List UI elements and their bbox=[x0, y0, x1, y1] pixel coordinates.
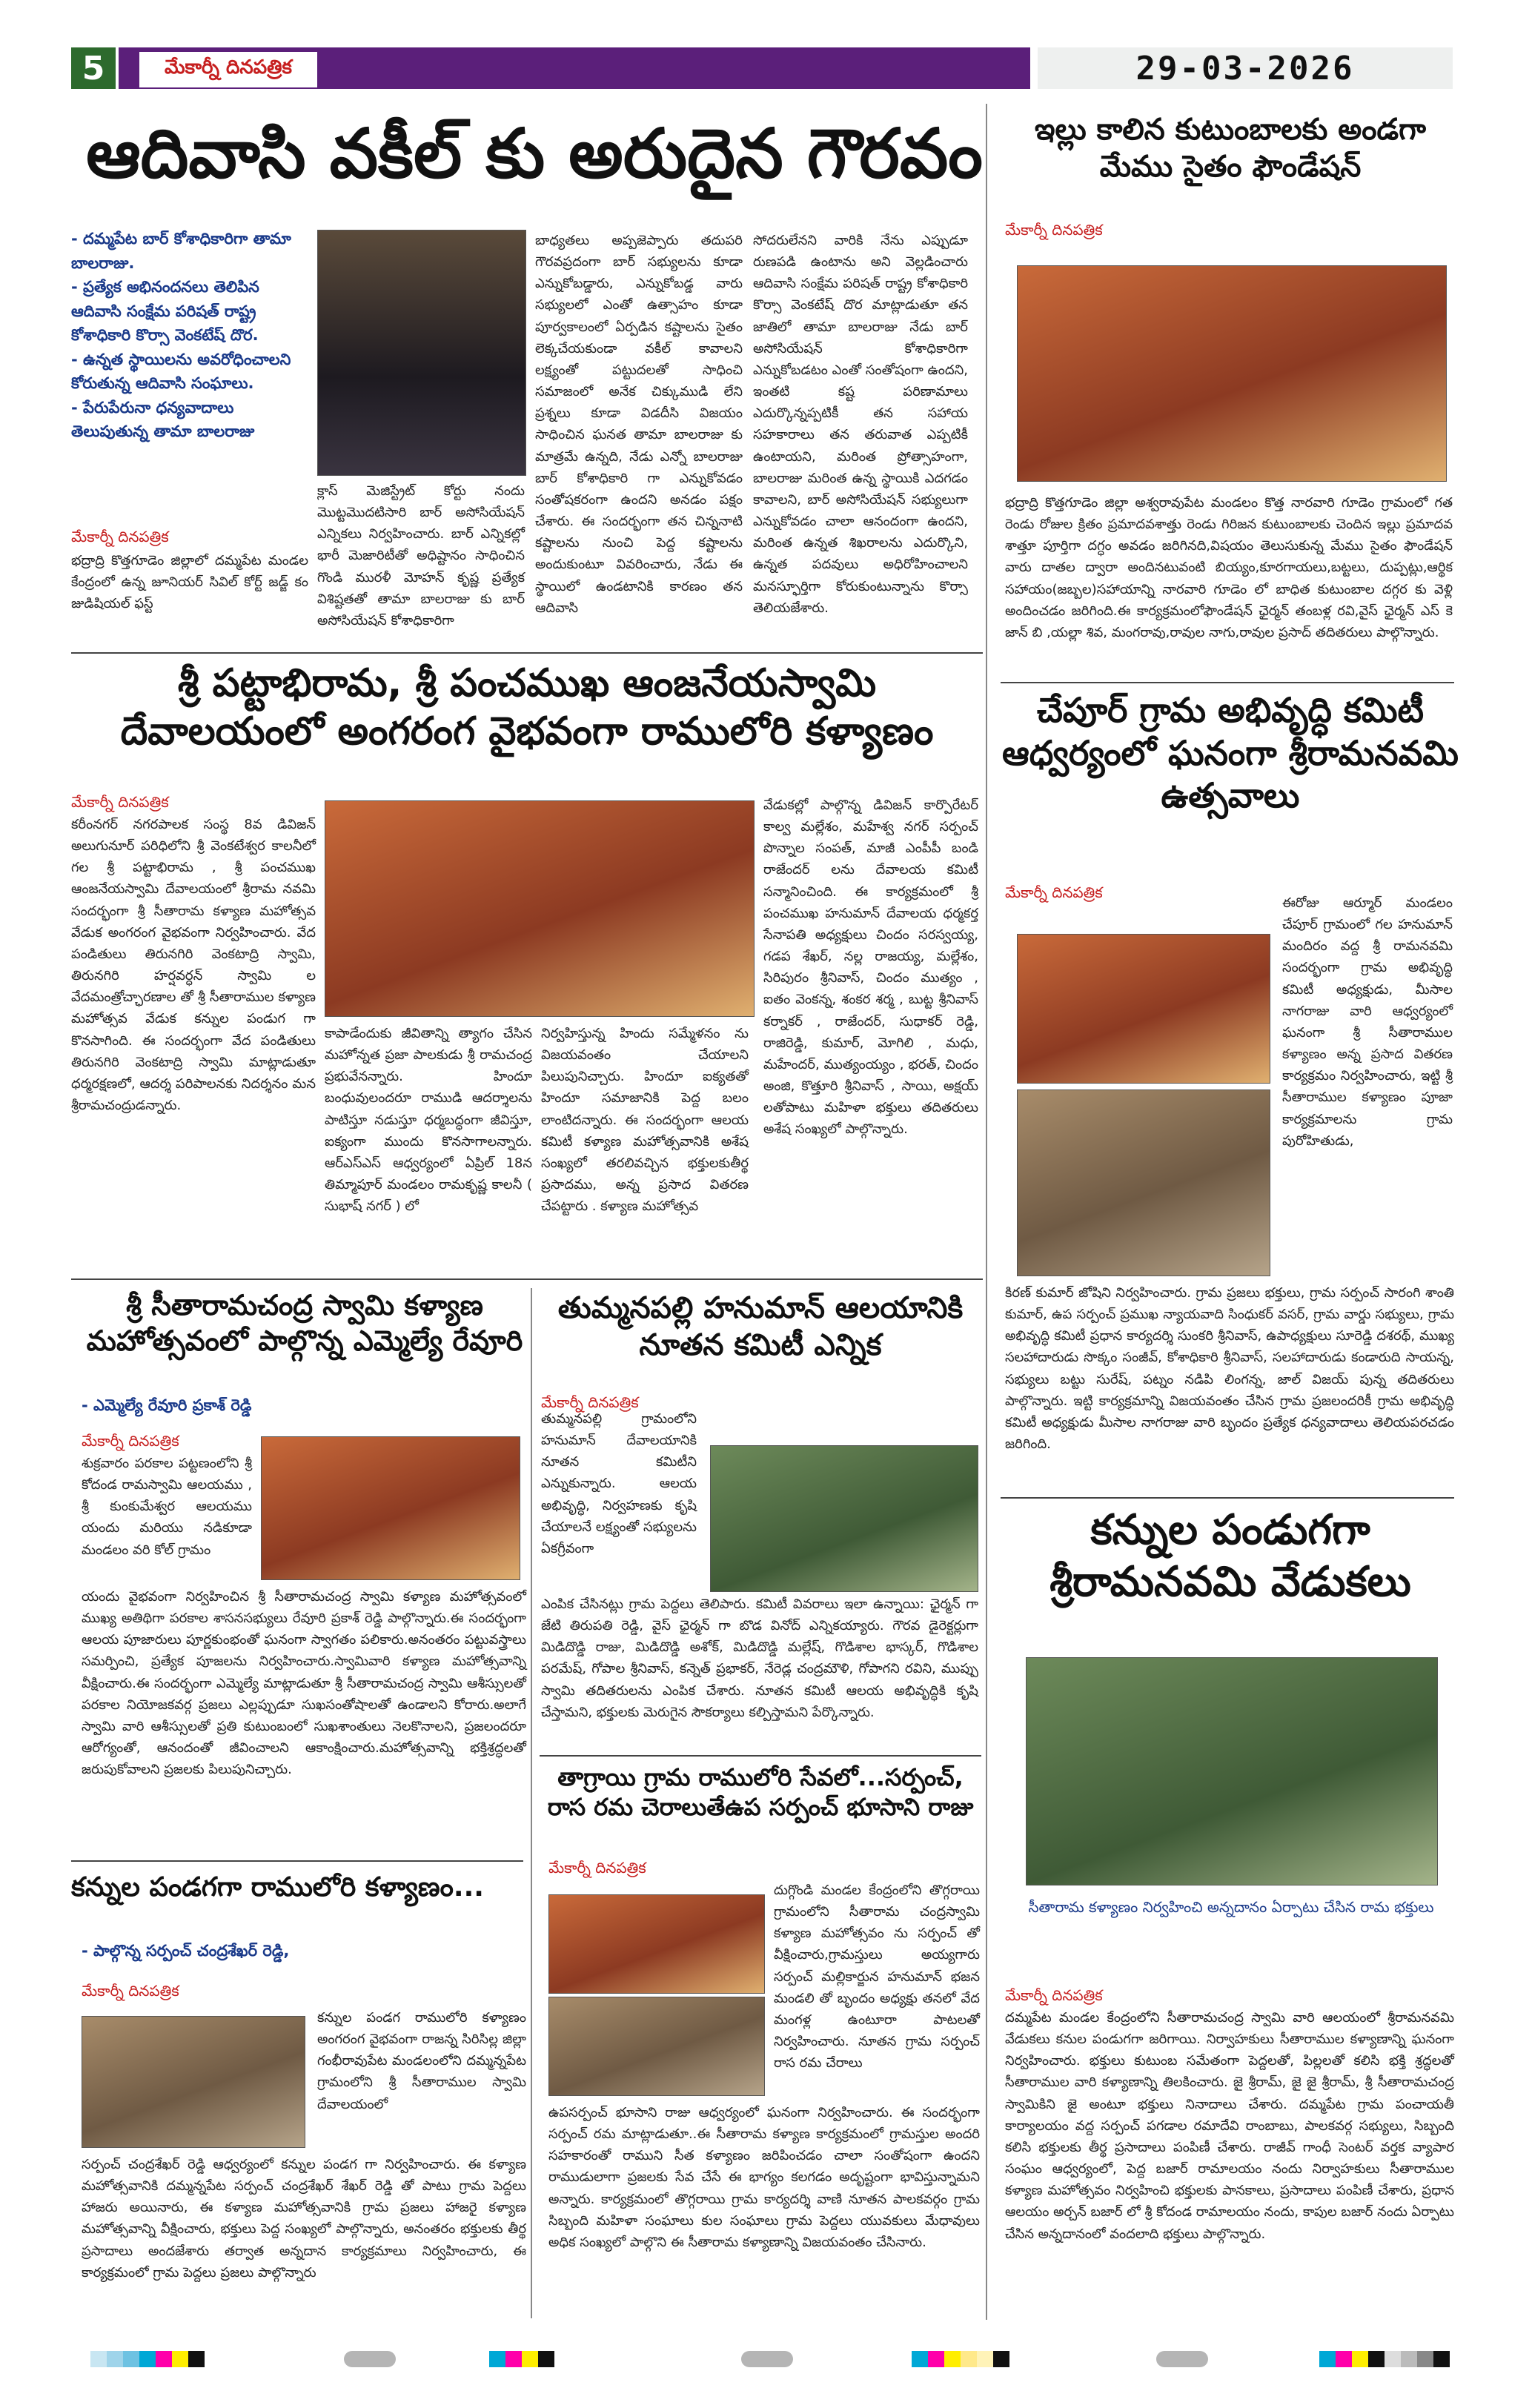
story1-headline: ఆదివాసి వకీల్ కు అరుదైన గౌరవం bbox=[86, 114, 983, 193]
story7-byline: మేకార్నీ దినపత్రిక bbox=[1005, 1986, 1103, 2004]
color-registration-strip bbox=[489, 2351, 571, 2367]
story2-headline: ఇల్లు కాలిన కుటుంబాలకు అండగా మేము సైతం ఫౌండేషన్ bbox=[1034, 113, 1427, 184]
story3-col2: కాపాడేందుకు జీవితాన్ని త్యాగం చేసిన మహోన్నత ప్రజా పాలకుడు శ్రీ రామచంద్ర ప్రభువేనన్నారు. హిందూ బంధువులందరూ రాముడి ఆదర్శాలను పాటిస్తూ నడుస్తూ ధర్మబద్ధంగా జీవిస్తూ, ఐక్యంగా ముందు కొనసాగాలన్నారు. ఆర్ఎస్ఎస్ ఆధ్వర్యంలో ఏప్రిల్ 18న తిమ్మాపూర్ మండలం రామకృష్ణ కాలనీ ( సుభాష్ నగర్ ) లో bbox=[325, 1026, 532, 1215]
registration-swatch bbox=[90, 2351, 107, 2367]
registration-swatch bbox=[522, 2351, 538, 2367]
story8-byline: మేకార్నీ దినపత్రిక bbox=[82, 1982, 179, 2000]
thogarrai-photo-2 bbox=[548, 1997, 765, 2096]
color-registration-strip bbox=[912, 2351, 1009, 2367]
edition-date: 29-03-2026 bbox=[1038, 47, 1453, 89]
registration-swatch bbox=[912, 2351, 928, 2367]
color-registration-strip bbox=[74, 2351, 205, 2367]
section-divider bbox=[1001, 682, 1454, 683]
registration-swatch bbox=[928, 2351, 944, 2367]
kalyanam-ceremony-photo bbox=[325, 800, 755, 1017]
story5-byline: మేకార్నీ దినపత్రిక bbox=[82, 1432, 179, 1450]
story5-side: శుక్రవారం పరకాల పట్టణంలోని శ్రీ కోదండ రామస్వామి ఆలయము , శ్రీ కుంకుమేశ్వర ఆలయము యందు మరియు నడికూడా మండలం వరి కోల్ గ్రామం bbox=[82, 1456, 252, 1558]
registration-swatch bbox=[156, 2351, 172, 2367]
story4-body: కిరణ్ కుమార్ జోషిని నిర్వహించారు. గ్రామ ప్రజలు భక్తులు, గ్రామ సర్పంచ్ సారంగి శాంతి కుమార్, ఉప సర్పంచ్ ప్రముఖ న్యాయవాది సింధుకర్ వసర్, గ్రామ వార్డు సభ్యులు, గ్రామ అభివృద్ధి కమిటీ ప్రధాన కార్యదర్శి సుంకరి శ్రీనివాస్, ఉపాధ్యక్షులు సూరెడ్డి దశరథ్, ముఖ్య సలహాదారుడు సొక్కం సంజీవ్, కోశాధికారి శ్రీనివాస్, సలహాదారుడు కండారుది సాయన్న, సభ్యులు బట్టు సురేష్, పట్నం నడిపి లింగన్న, జాల్ విజయ్ పున్న తదితరులు పాల్గొన్నారు. ఇట్టి కార్యక్రమాన్ని విజయవంతం చేసిన గ్రామ ప్రజలందరికీ గ్రామ అభివృద్ధి కమిటీ అధ్యక్షుడు మీసాల నాగరాజు వారి బృందం ప్రత్యేక ధన్యవాదాలు తెలియపరచడం జరిగింది. bbox=[1005, 1285, 1454, 1453]
registration-swatch bbox=[139, 2351, 156, 2367]
committee-group-photo bbox=[710, 1445, 978, 1592]
registration-swatch bbox=[74, 2351, 90, 2367]
story1-photo-caption: క్లాస్ మెజిస్ట్రేట్ కోర్టు నందు మొట్టమొదటిసారి బార్ అసోసియేషన్ ఎన్నికలు నిర్వహించారు. బార్ ఎన్నికల్లో భారీ మెజారిటీతో అధిష్టానం సాధించిన గొండి మురళీ మోహన్ కృష్ణ ప్రత్యేక విశిష్టతతో తామా బాలరాజు కు బార్ అసోసియేషన్ కోశాధికారిగా bbox=[317, 483, 525, 628]
story9-byline: మేకార్నీ దినపత్రిక bbox=[548, 1859, 646, 1877]
registration-swatch bbox=[977, 2351, 993, 2367]
story6-side: తుమ్మనపల్లి గ్రామంలోని హనుమాన్ దేవాలయానికి నూతన కమిటీని ఎన్నుకున్నారు. ఆలయ అభివృద్ధి, నిర్వహణకు కృషి చేయాలనే లక్ష్యంతో సభ్యులను ఏకగ్రీవంగా bbox=[541, 1411, 697, 1556]
color-registration-strip bbox=[1319, 2351, 1450, 2367]
story1-col2: బాధ్యతలు అప్పజెప్పారు తదుపరి గౌరవప్రదంగా బార్ సభ్యులను కూడా ఎన్నుకోబడ్డారు, ఎన్నుకోబడ్డ వారు సభ్యులలో ఎంతో ఉత్సాహం కూడా పూర్వకాలంలో ఏర్పడిన కష్టాలను సైతం లెక్కచేయకుండా వకీల్ కావాలని లక్ష్యంతో పట్టుదలతో సాధించి సమాజంలో అనేక చిక్కుముడి లేని ప్రశ్నలు కూడా విడదీసి విజయం సాధించిన ఘనత తామా బాలరాజు కు మాత్రమే ఉన్నది, నేడు ఎన్నో బాలరాజు బార్ కోశాధికారి గా ఎన్నుకోవడం సంతోషకరంగా ఉందని అనడం పక్షం చేశారు. ఈ సందర్భంగా తన చిన్ననాటి కష్టాలను నుంచి పెద్ద కష్టాలను అందుకుంటూ వివరించారు, నేడు ఈ స్థాయిలో ఉండటానికి కారణం తన ఆదివాసి bbox=[535, 233, 743, 616]
story8-body: సర్పంచ్ చంద్రశేఖర్ రెడ్డి ఆధ్వర్యంలో కన్నుల పండగ గా నిర్వహించారు. ఈ కళ్యాణ మహోత్సవానికి దమ్మన్నపేట సర్పంచ్ చంద్రశేఖర్ శేఖర్ రెడ్డి తో పాటు గ్రామ పెద్దలు హాజరు అయినారు, ఈ కళ్యాణ మహోత్సవానికి గ్రామ ప్రజలు హాజరై కళ్యాణ మహోత్సవాన్ని వీక్షించారు, భక్తులు పెద్ద సంఖ్యలో పాల్గొన్నారు, అనంతరం భక్తులకు తీర్థ ప్రసాదాలు అందజేశారు తర్వాత అన్నదాన కార్యక్రమాలు నిర్వహించారు, ఈ కార్యక్రమంలో గ్రామ పెద్దలు ప్రజలు పాల్గొన్నారు bbox=[82, 2157, 526, 2281]
chepur-festival-photo-2 bbox=[1017, 1089, 1270, 1276]
registration-swatch bbox=[1401, 2351, 1417, 2367]
story4-headline: చేపూర్ గ్రామ అభివృద్ధి కమిటీ ఆధ్వర్యంలో ఘనంగా శ్రీరామనవమి ఉత్సవాలు bbox=[1002, 690, 1459, 815]
registration-swatch bbox=[961, 2351, 977, 2367]
registration-swatch bbox=[1385, 2351, 1401, 2367]
story6-body: ఎంపిక చేసినట్లు గ్రామ పెద్దలు తెలిపారు. కమిటీ వివరాలు ఇలా ఉన్నాయి: ఛైర్మన్ గా జేటి తిరుపతి రెడ్డి, వైస్ ఛైర్మన్ గా బొడ వినోద్ ఎన్నికయ్యారు. గౌరవ డైరెక్టర్లుగా మిడిదొడ్డి రాజు, మిడిదొడ్డి అశోక్, మిడిదొడ్డి మల్లేష్, గొడిశాల భాస్కర్, గొడిశాల పరమేష్, గోపాల శ్రీనివాస్, కన్నెత్ ప్రభాకర్, నేరెడ్ల చంద్రమౌళి, గోపాగని రవిని, ముప్పు స్వామి తదితరులను ఎంపిక చేశారు. నూతన కమిటీ ఆలయ అభివృద్ధికి కృషి చేస్తామని, భక్తులకు మెరుగైన సౌకర్యాలు కల్పిస్తామని పేర్కొన్నారు. bbox=[541, 1596, 978, 1720]
registration-swatch bbox=[1433, 2351, 1450, 2367]
story1-subpoint: - ఉన్నత స్థాయిలను అవరోధించాలని కోరుతున్న ఆదివాసి సంఘాలు. bbox=[71, 350, 291, 393]
registration-swatch bbox=[107, 2351, 123, 2367]
section-divider bbox=[71, 652, 983, 654]
story3-col4: వేడుకల్లో పాల్గొన్న డివిజన్ కార్పొరేటర్ కాల్వ మల్లేశం, మహేశ్వ నగర్ సర్పంచ్ పొన్నాల సంపత్, మాజీ ఎంపీపీ బండి రాజేందర్ లను దేవాలయ కమిటీ సన్మానించింది. ఈ కార్యక్రమంలో శ్రీ పంచముఖ హనుమాన్ దేవాలయ ధర్మకర్త సేనాపతి అధ్యక్షులు చిందం సరస్వయ్య, గడప శేఖర్, నల్ల రాజయ్య, మల్లేశం, సిరిపురం శ్రీనివాస్, చిందం ముత్యం , ఐతం వెంకన్న, శంకర శర్మ , బుట్ట శ్రీనివాస్ కర్నాకర్ , రాజేందర్, సుధాకర్ రెడ్డి, రాజిరెడ్డి, కుమార్, మోగిలి , మధు, మహేందర్, ముత్యంయ్యం , భరత్, చిందం అంజి, కొత్తూరి శ్రీనివాస్ , సాయి, అక్షయ్ లతోపాటు మహిళా భక్తులు తదితరులు అశేష సంఖ్యలో పాల్గొన్నారు. bbox=[763, 797, 978, 1138]
registration-swatch bbox=[993, 2351, 1009, 2367]
story7-headline: కన్నుల పండుగగా శ్రీరామనవమి వేడుకలు bbox=[1049, 1506, 1411, 1606]
story8-side: కన్నుల పండగ రాములోరి కళ్యాణం అంగరంగ వైభవంగా రాజన్న సిరిసిల్ల జిల్లా గంభీరావుపేట మండలంలోని దమ్మన్నపేట గ్రామంలోని శ్రీ సీతారాముల స్వామి దేవాలయంలో bbox=[317, 2010, 526, 2112]
registration-swatch bbox=[188, 2351, 205, 2367]
column-divider bbox=[531, 1288, 532, 2318]
story5-body: యందు వైభవంగా నిర్వహించిన శ్రీ సీతారామచంద్ర స్వామి కళ్యాణ మహోత్సవంలో ముఖ్య అతిథిగా పరకాల శాసనసభ్యులు రేవూరి ప్రకాశ్ రెడ్డి పాల్గొన్నారు.ఈ సందర్భంగా ఆలయ పూజారులు పూర్ణకుంభంతో ఘనంగా స్వాగతం పలికారు.అనంతరం పట్టువస్త్రాలు సమర్పించి, ప్రత్యేక పూజలను నిర్వహించారు.స్వామివారి కళ్యాణ మహోత్సవాన్ని వీక్షించారు.ఈ సందర్భంగా ఎమ్మెల్యే మాట్లాడుతూ శ్రీ సీతారామచంద్ర స్వామి ఆశీస్సులతో పరకాల నియోజకవర్గ ప్రజలు ఎల్లప్పుడూ సుఖసంతోషాలతో ఉండాలని కోరారు.అలాగే స్వామి వారి ఆశీస్సులతో ప్రతి కుటుంబంలో సుఖశాంతులు నెలకొనాలని, ప్రజలందరూ ఆరోగ్యంతో, ఆనందంతో జీవించాలని ఆకాంక్షించారు.మహోత్సవాన్ని భక్తిశ్రద్ధలతో జరుపుకోవాలని ప్రజలకు పిలుపునిచ్చారు. bbox=[82, 1589, 526, 1778]
story2-byline: మేకార్నీ దినపత్రిక bbox=[1005, 221, 1103, 239]
mla-kalyanam-photo bbox=[261, 1436, 520, 1580]
paper-logo: మేకార్నీ దినపత్రిక bbox=[138, 50, 319, 89]
registration-pill bbox=[741, 2351, 793, 2367]
story6-headline: తుమ్మనపల్లి హనుమాన్ ఆలయానికి నూతన కమిటీ ఎన్నిక bbox=[557, 1291, 964, 1362]
story7-photo-caption: సీతారామ కళ్యాణం నిర్వహించి అన్నదానం ఏర్పాటు చేసిన రామ భక్తులు bbox=[1028, 1898, 1434, 1916]
story4-byline: మేకార్నీ దినపత్రిక bbox=[1005, 883, 1103, 901]
story1-subpoint: - దమ్మపేట బార్ కోశాధికారిగా తామా బాలరాజు. bbox=[71, 230, 291, 272]
story9-side: దుగ్గొండి మండల కేంద్రంలోని తొగ్గరాయి గ్రామంలోని సీతారామ చంద్రస్వామి కళ్యాణ మహోత్సవం ను సర్పంచ్ తో వీక్షించారు,గ్రామస్తులు అయ్యగారు సర్పంచ్ మల్లికార్జున హనుమాన్ భజన మండలి తో బృందం అధ్యక్షు తనలో వేద మంగళ్ల ఉంటూరా పాటలతో నిర్వహించారు. నూతన గ్రామ సర్పంచ్ రాస రమ చేరాలు bbox=[774, 1883, 980, 2072]
chepur-festival-photo-1 bbox=[1017, 934, 1270, 1084]
story6-byline: మేకార్నీ దినపత్రిక bbox=[541, 1393, 639, 1411]
story2-body: భద్రాద్రి కొత్తగూడెం జిల్లా అశ్వరావుపేట మండలం కొత్త నారవారి గూడెం గ్రామంలో గత రెండు రోజుల క్రితం ప్రమాదవశాత్తు రెండు గిరిజన కుటుంబాలకు చెందిన ఇల్లు ప్రమాదవ శాత్తూ పూర్తిగా దగ్ధం అవడం జరిగినది,విషయం తెలుసుకున్న మేము సైతం ఫౌండేషన్ వారు దాతల ద్వారా అందినటువంటి బియ్యం,కూరగాయలు,బట్టలు, దుప్పట్లు,ఆర్థిక సహాయం(జబ్బల)సహాయాన్ని నారవారి గూడెం లో బాధిత కుటుంబాల దగ్గర కు వెళ్లి అందించడం జరిగింది.ఈ కార్యక్రమంలోఫౌండేషన్ ఛైర్మన్ తంబళ్ల రవి,వైస్ ఛైర్మన్ ఎస్ కె జాన్ బి ,యల్లా శివ, మంగరావు,రావుల నాగు,రావుల ప్రసాద్ తదితరులు పాల్గొన్నారు. bbox=[1005, 495, 1453, 640]
annadanam-photo bbox=[1026, 1657, 1438, 1885]
registration-swatch bbox=[1417, 2351, 1433, 2367]
story3-headline: శ్రీ పట్టాభిరామ, శ్రీ పంచముఖ ఆంజనేయస్వామి దేవాలయంలో అంగరంగ వైభవంగా రాములోరి కళ్యాణం bbox=[120, 661, 934, 754]
page-number: 5 bbox=[71, 47, 116, 89]
relief-distribution-photo bbox=[1017, 265, 1447, 482]
story1-col3: సోదరులేనని వారికి నేను ఎప్పుడూ రుణపడి ఉంటాను అని వెల్లడించారు ఆదివాసి సంక్షేమ పరిషత్ రాష్ట్ర కోశాధికారి కొర్సా వెంకటేష్ దొర మాట్లాడుతూ తన జాతిలో తామా బాలరాజు నేడు బార్ అసోసియేషన్ కోశాధికారిగా ఎన్నుకోబడటం ఎంతో సంతోషంగా ఉందని, ఇంతటి కష్ట పరిణామాలు ఎదుర్కొన్నప్పటికీ తన సహాయ సహకారాలు తన తరువాత ఎప్పటికీ ఉంటాయని, మరింత ప్రోత్సాహంగా, బాలరాజు మరింత ఉన్న స్థాయికి ఎదగడం కావాలని, బార్ అసోసియేషన్ సభ్యులుగా ఎన్నుకోవడం చాలా ఆనందంగా ఉందని, మరింత ఉన్నత శిఖరాలను ఎదుర్కొని, ఉన్నత పదవులు అధిరోహించాలని మనస్ఫూర్తిగా కోరుకుంటున్నాను కొర్సా తెలియజేశారు. bbox=[753, 233, 968, 616]
registration-swatch bbox=[1352, 2351, 1368, 2367]
story1-col1: భద్రాద్రి కొత్తగూడెం జిల్లాలో దమ్మపేట మండల కేంద్రంలో ఉన్న జూనియర్ సివిల్ కోర్ట్ జడ్జ్ కం జుడిషియల్ ఫస్ట్ bbox=[71, 553, 308, 612]
story1-byline: మేకార్నీ దినపత్రిక bbox=[71, 528, 169, 545]
story1-subpoint: - ప్రత్యేక అభినందనలు తెలిపిన ఆదివాసి సంక్షేమ పరిషత్ రాష్ట్ర కోశాధికారి కొర్సా వెంకటేష్ దొర. bbox=[71, 278, 259, 345]
section-divider bbox=[540, 1755, 981, 1757]
story3-col3: నిర్వహిస్తున్న హిందు సమ్మేళనం ను విజయవంతం చేయాలని పిలుపునిచ్చారు. హిందూ ఐక్యతతో హిందూ సమాజానికి పెద్ద బలం లాంటిదన్నారు. ఈ సందర్భంగా ఆలయ కమిటీ కళ్యాణ మహోత్సవానికి అశేష సంఖ్యలో తరలివచ్చిన భక్తులకుతీర్థ ప్రసాదము, అన్న ప్రసాద వితరణ చేపట్టారు . కళ్యాణ మహోత్సవ bbox=[541, 1026, 749, 1215]
section-divider bbox=[71, 1278, 983, 1280]
story9-headline: తాగ్రాయి గ్రామ రాములోరి సేవలో...సర్పంచ్, రాస రమ చెరాలుతేఉప సర్పంచ్ భూసాని రాజు bbox=[547, 1763, 974, 1821]
story4-side: ఈరోజు ఆర్మూర్ మండలం చేపూర్ గ్రామంలో గల హనుమాన్ మందిరం వద్ద శ్రీ రామనవమి సందర్భంగా గ్రామ అభివృద్ధి కమిటీ అధ్యక్షుడు, మీసాల నాగరాజు వారి ఆధ్వర్యంలో ఘనంగా శ్రీ సీతారాముల కళ్యాణం అన్న ప్రసాద వితరణ కార్యక్రమం నిర్వహించారు, ఇట్టి శ్రీ సీతారాముల కళ్యాణం పూజా కార్యక్రమాలను గ్రామ పురోహితుడు, bbox=[1282, 895, 1453, 1149]
registration-swatch bbox=[489, 2351, 505, 2367]
registration-pill bbox=[344, 2351, 396, 2367]
story5-subpoint: - ఎమ్మెల్యే రేవూరి ప్రకాశ్ రెడ్డి bbox=[82, 1396, 252, 1414]
registration-swatch bbox=[1368, 2351, 1385, 2367]
story3-byline: మేకార్నీ దినపత్రిక bbox=[71, 793, 169, 811]
registration-swatch bbox=[505, 2351, 522, 2367]
dammannapet-kalyanam-photo bbox=[82, 2016, 305, 2148]
registration-swatch bbox=[123, 2351, 139, 2367]
story1-subpoints bbox=[71, 227, 301, 444]
story9-body: ఉపసర్పంచ్ భూసాని రాజు ఆధ్వర్యంలో ఘనంగా నిర్వహించారు. ఈ సందర్భంగా సర్పంచ్ రమ మాట్లాడుతూ..ఈ సీతారామ కళ్యాణ కార్యక్రమంలో గ్రామస్తుల అందరి సహకారంతో రాముని సీత కళ్యాణం జరిపించడం చాలా సంతోషంగా ఉందని రాముడులాగా ప్రజలకు సేవ చేసే ఈ భాగ్యం కలగడం అదృష్టంగా భావిస్తున్నామని అన్నారు. కార్యక్రమంలో తొగ్గరాయి గ్రామ కార్యదర్శి వాణి నూతన పాలకవర్గం గ్రామ సిబ్బంది మహిళా సంఘాలు కుల సంఘాలు గ్రామ పెద్దలు యువకులు మేధావులు అధిక సంఖ్యలో పాల్గొని ఈ సీతారామ కళ్యాణాన్ని విజయవంతం చేసినారు. bbox=[548, 2105, 980, 2250]
registration-swatch bbox=[172, 2351, 188, 2367]
registration-swatch bbox=[1336, 2351, 1352, 2367]
registration-swatch bbox=[944, 2351, 961, 2367]
advocate-portrait-photo bbox=[317, 230, 526, 476]
story8-subpoint: - పాల్గొన్న సర్పంచ్ చంద్రశేఖర్ రెడ్డి, bbox=[82, 1942, 290, 1960]
story5-headline: శ్రీ సీతారామచంద్ర స్వామి కళ్యాణ మహోత్సవంలో పాల్గొన్న ఎమ్మెల్యే రేవూరి bbox=[86, 1289, 523, 1357]
thogarrai-photo-1 bbox=[548, 1894, 765, 1994]
registration-swatch bbox=[538, 2351, 554, 2367]
section-divider bbox=[71, 1860, 523, 1862]
column-divider bbox=[986, 104, 987, 2320]
story7-body: దమ్మపేట మండల కేంద్రంలోని సీతారామచంద్ర స్వామి వారి ఆలయంలో శ్రీరామనవమి వేడుకలు కనుల పండుగగా జరిగాయి. నిర్వాహకులు సీతారాముల కళ్యాణాన్ని ఘనంగా నిర్వహించారు. భక్తులు కుటుంబ సమేతంగా పెద్దలతో, పిల్లలతో కలిసి భక్తి శ్రద్ధలతో సీతారాముల వారి కళ్యాణాన్ని తిలకించారు. జై శ్రీరామ్, జై జై శ్రీరామ్, శ్రీ సీతారామచంద్ర స్వామికిని జై అంటూ భక్తులు నినాదాలు చేశారు. దమ్మపేట గ్రామ పంచాయతీ కార్యాలయం వద్ద సర్పంచ్ పగడాల రమాదేవి రాంబాబు, పాలకవర్గ సభ్యులు, సిబ్బంది కలిసి భక్తులకు తీర్థ ప్రసాదాలు పంపిణీ చేశారు. రాజీవ్ గాంధీ సెంటర్ వర్తక వ్యాపార సంఘం ఆధ్వర్యంలో, పెద్ద బజార్ రామాలయం నందు నిర్వాహకులు సీతారాముల కళ్యాణ మహోత్సవం నిర్వహించి భక్తులకు పానకాలు, ప్రసాదాలు పంపిణీ చేశారు, ప్రధాన ఆలయం అర్చన్ బజార్ లో శ్రీ కోదండ రామాలయం నందు, కాపుల బజార్ నందు ఏర్పాటు చేసిన అన్నదానంలో వందలాది భక్తులు పాల్గొన్నారు. bbox=[1005, 2010, 1454, 2242]
story1-subpoint: - పేరుపేరునా ధన్యవాదాలు తెలుపుతున్న తామా బాలరాజు bbox=[71, 398, 255, 441]
registration-swatch bbox=[554, 2351, 571, 2367]
registration-swatch bbox=[1319, 2351, 1336, 2367]
section-divider bbox=[1001, 1497, 1454, 1499]
story8-headline: కన్నుల పండగగా రాములోరి కళ్యాణం... bbox=[71, 1872, 484, 1903]
story3-col1: కరీంనగర్ నగరపాలక సంస్థ 8వ డివిజన్ అలుగునూర్ పరిధిలోని శ్రీ వెంకటేశ్వర కాలనీలో గల శ్రీ పట్టాభిరామ , శ్రీ పంచముఖ ఆంజనేయస్వామి దేవాలయంలో శ్రీరామ నవమి సందర్భంగా శ్రీ సీతారామ కళ్యాణ మహోత్సవ వేడుక అంగరంగ వైభవంగా నిర్వహించారు. వేద పండితులు తిరునగిరి వెంకటాద్రి స్వామి, తిరునగిరి హర్షవర్ధన్ స్వామి ల వేదమంత్రోచ్ఛారణాల తో శ్రీ సీతారాముల కళ్యాణ మహోత్సవ వేడుక కన్నుల పండుగ గా కొనసాగింది. ఈ సందర్భంగా వేద పండితులు తిరునగిరి వెంకటాద్రి స్వామి మాట్లాడుతూ ధర్మరక్షణలో, ఆదర్శ పరిపాలనకు నిదర్శనం మన శ్రీరామచంద్రుడన్నారు. bbox=[71, 817, 316, 1114]
registration-pill bbox=[1156, 2351, 1208, 2367]
